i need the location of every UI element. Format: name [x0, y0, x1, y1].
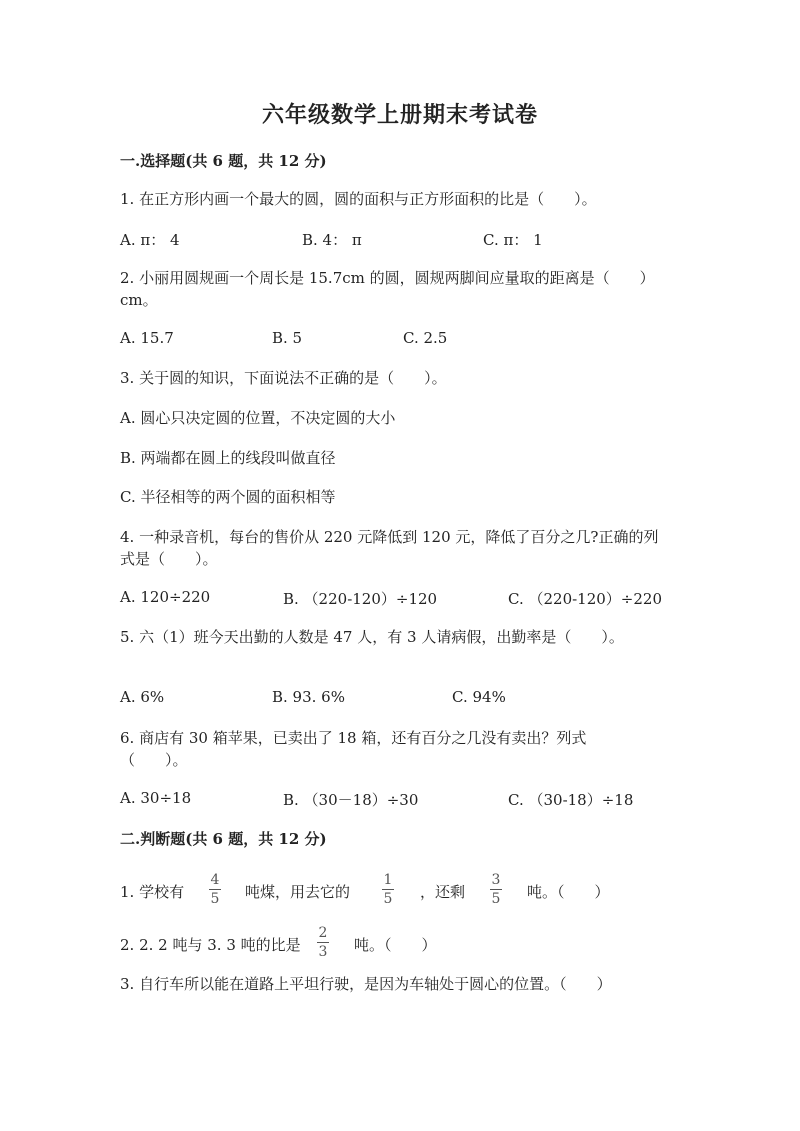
judge-1-part3: ，还剩	[420, 883, 466, 901]
fraction-denominator: 5	[491, 891, 501, 907]
question-2: 2. 小丽用圆规画一个周长是 15.7cm 的圆，圆规两脚间应量取的距离是（ ）	[120, 269, 655, 287]
fraction-numerator: 4	[210, 872, 220, 888]
fraction-numerator: 2	[318, 925, 328, 941]
q3-option-c: C. 半径相等的两个圆的面积相等	[120, 488, 336, 506]
q4-option-b: B. （220-120）÷120	[283, 590, 438, 608]
judge-1-part4: 吨。（ ）	[527, 883, 610, 901]
judge-2-part1: 2. 2. 2 吨与 3. 3 吨的比是	[120, 936, 301, 954]
page-title: 六年级数学上册期末考试卷	[261, 102, 538, 128]
q5-option-c: C. 94%	[452, 688, 506, 706]
judge-3: 3. 自行车所以能在道路上平坦行驶，是因为车轴处于圆心的位置。（ ）	[120, 975, 612, 993]
fraction-4-5	[209, 872, 221, 907]
judge-1-part1: 1. 学校有	[120, 883, 185, 901]
q1-option-b: B. 4： π	[302, 231, 362, 249]
section-heading-judge: 二.判断题(共 6 题，共 12 分)	[120, 830, 327, 848]
section-heading-choice: 一.选择题(共 6 题，共 12 分)	[120, 152, 327, 170]
fraction-denominator: 5	[210, 891, 220, 907]
q1-option-c: C. π： 1	[483, 231, 543, 249]
q4-option-a: A. 120÷220	[120, 588, 211, 606]
question-3: 3. 关于圆的知识，下面说法不正确的是（ ）。	[120, 369, 447, 387]
question-5: 5. 六（1）班今天出勤的人数是 47 人，有 3 人请病假，出勤率是（ ）。	[120, 628, 624, 646]
q5-option-b: B. 93. 6%	[272, 688, 345, 706]
fraction-bar	[490, 889, 502, 890]
question-6-cont: （ ）。	[120, 751, 188, 769]
judge-1-part2: 吨煤，用去它的	[245, 883, 351, 901]
q2-option-c: C. 2.5	[403, 329, 448, 347]
q2-option-b: B. 5	[272, 329, 303, 347]
fraction-bar	[382, 889, 394, 890]
question-4-cont: 式是（ ）。	[120, 550, 218, 568]
fraction-3-5	[490, 872, 502, 907]
q1-option-a: A. π： 4	[120, 231, 180, 249]
fraction-denominator: 5	[383, 891, 393, 907]
q6-option-b: B. （30－18）÷30	[283, 791, 419, 809]
question-4: 4. 一种录音机，每台的售价从 220 元降低到 120 元，降低了百分之几?正确的列	[120, 528, 659, 546]
q6-option-a: A. 30÷18	[120, 789, 192, 807]
fraction-denominator: 3	[318, 944, 328, 960]
fraction-bar	[209, 889, 221, 890]
q5-option-a: A. 6%	[120, 688, 165, 706]
fraction-2-3	[317, 925, 329, 960]
q4-option-c: C. （220-120）÷220	[508, 590, 663, 608]
judge-2-part2: 吨。（ ）	[354, 936, 437, 954]
q3-option-a: A. 圆心只决定圆的位置，不决定圆的大小	[120, 409, 396, 427]
q3-option-b: B. 两端都在圆上的线段叫做直径	[120, 449, 336, 467]
question-6: 6. 商店有 30 箱苹果，已卖出了 18 箱，还有百分之几没有卖出？列式	[120, 729, 587, 747]
fraction-numerator: 1	[383, 872, 393, 888]
question-1: 1. 在正方形内画一个最大的圆，圆的面积与正方形面积的比是（ ）。	[120, 190, 597, 208]
question-2-cont: cm。	[120, 291, 158, 309]
fraction-bar	[317, 942, 329, 943]
fraction-numerator: 3	[491, 872, 501, 888]
q6-option-c: C. （30-18）÷18	[508, 791, 634, 809]
q2-option-a: A. 15.7	[120, 329, 174, 347]
fraction-1-5	[382, 872, 394, 907]
